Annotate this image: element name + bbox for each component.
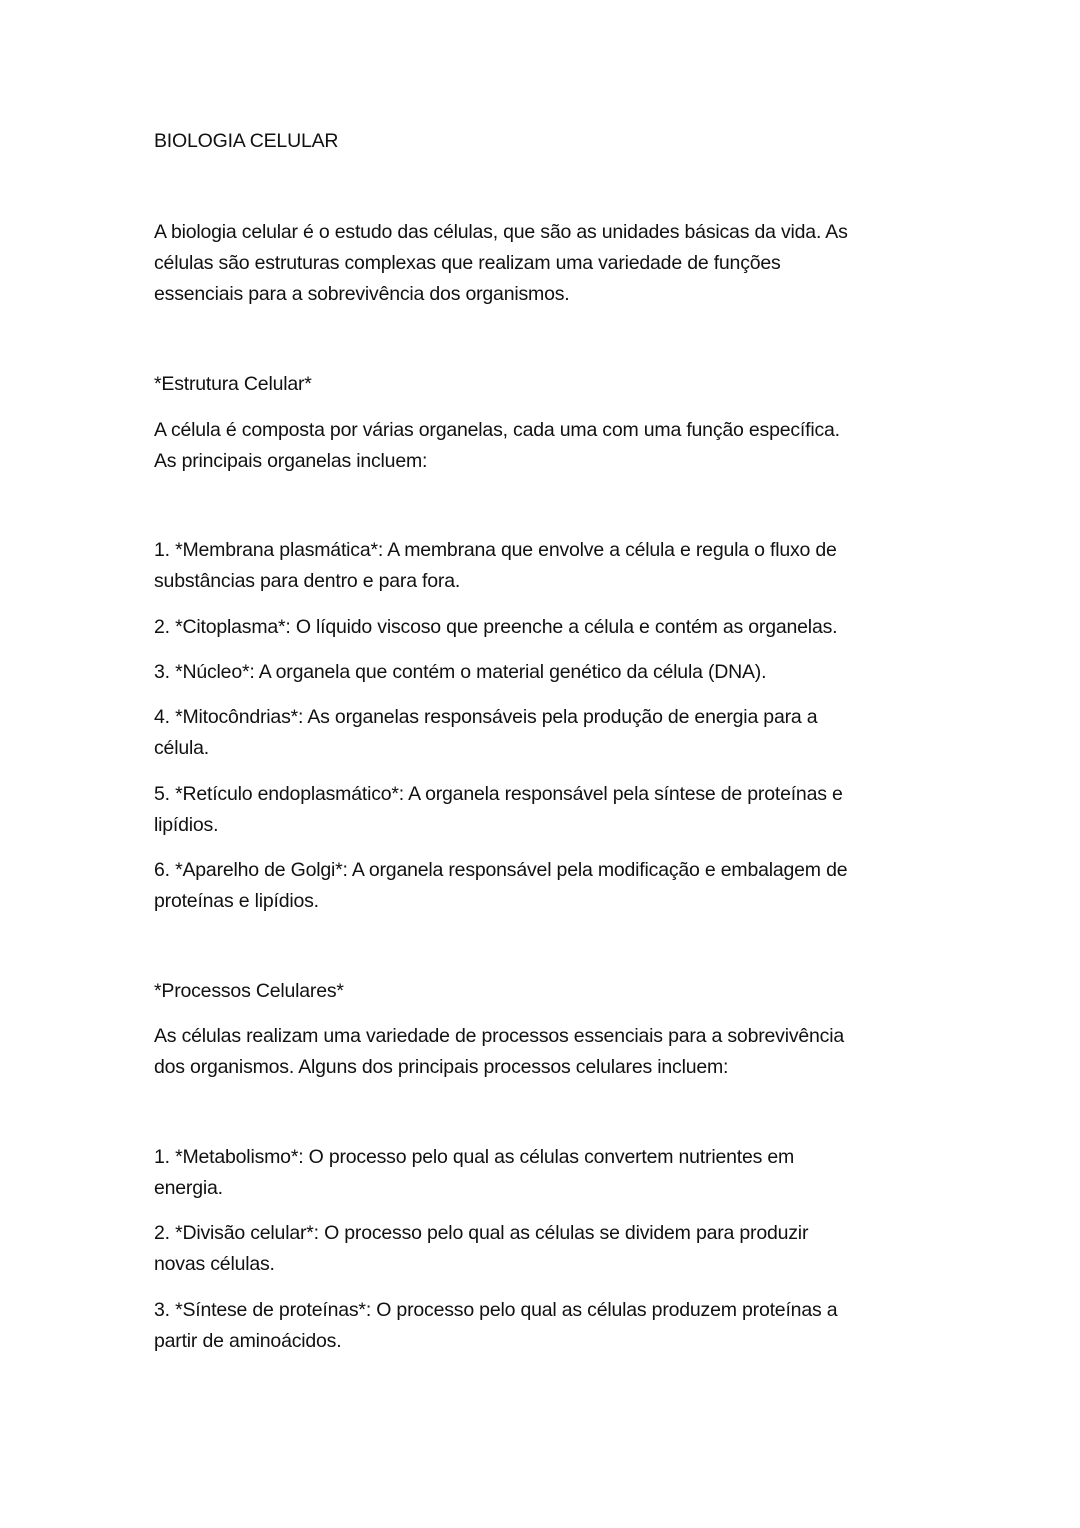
list-item: 1. *Membrana plasmática*: A membrana que envolve a célula e regula o fluxo de bbox=[154, 539, 837, 561]
list-item-cont: lipídios. bbox=[154, 814, 219, 836]
list-item: 3. *Núcleo*: A organela que contém o material genético da célula (DNA). bbox=[154, 661, 767, 683]
section1-intro-line-2: As principais organelas incluem: bbox=[154, 450, 428, 472]
section-heading-estrutura: *Estrutura Celular* bbox=[154, 373, 312, 395]
list-item: 1. *Metabolismo*: O processo pelo qual as células convertem nutrientes em bbox=[154, 1146, 795, 1168]
intro-line-1: A biologia celular é o estudo das células, que são as unidades básicas da vida. As bbox=[154, 221, 848, 243]
list-item: 4. *Mitocôndrias*: As organelas responsáveis pela produção de energia para a bbox=[154, 706, 818, 728]
list-item-cont: partir de aminoácidos. bbox=[154, 1330, 342, 1352]
section2-intro-line-2: dos organismos. Alguns dos principais processos celulares incluem: bbox=[154, 1056, 729, 1078]
list-item: 2. *Divisão celular*: O processo pelo qual as células se dividem para produzir bbox=[154, 1222, 809, 1244]
list-item: 3. *Síntese de proteínas*: O processo pelo qual as células produzem proteínas a bbox=[154, 1299, 838, 1321]
list-item-cont: proteínas e lipídios. bbox=[154, 890, 319, 912]
section-heading-processos: *Processos Celulares* bbox=[154, 980, 344, 1002]
intro-line-2: células são estruturas complexas que realizam uma variedade de funções bbox=[154, 252, 781, 274]
list-item-cont: substâncias para dentro e para fora. bbox=[154, 570, 461, 592]
section2-intro-line-1: As células realizam uma variedade de processos essenciais para a sobrevivência bbox=[154, 1025, 845, 1047]
list-item-cont: novas células. bbox=[154, 1253, 275, 1275]
list-item: 2. *Citoplasma*: O líquido viscoso que preenche a célula e contém as organelas. bbox=[154, 616, 838, 638]
list-item: 6. *Aparelho de Golgi*: A organela responsável pela modificação e embalagem de bbox=[154, 859, 848, 881]
intro-line-3: essenciais para a sobrevivência dos organismos. bbox=[154, 283, 570, 305]
section1-intro-line-1: A célula é composta por várias organelas, cada uma com uma função específica. bbox=[154, 419, 840, 441]
list-item: 5. *Retículo endoplasmático*: A organela responsável pela síntese de proteínas e bbox=[154, 783, 843, 805]
list-item-cont: célula. bbox=[154, 737, 209, 759]
document-title: BIOLOGIA CELULAR bbox=[154, 130, 339, 152]
list-item-cont: energia. bbox=[154, 1177, 223, 1199]
